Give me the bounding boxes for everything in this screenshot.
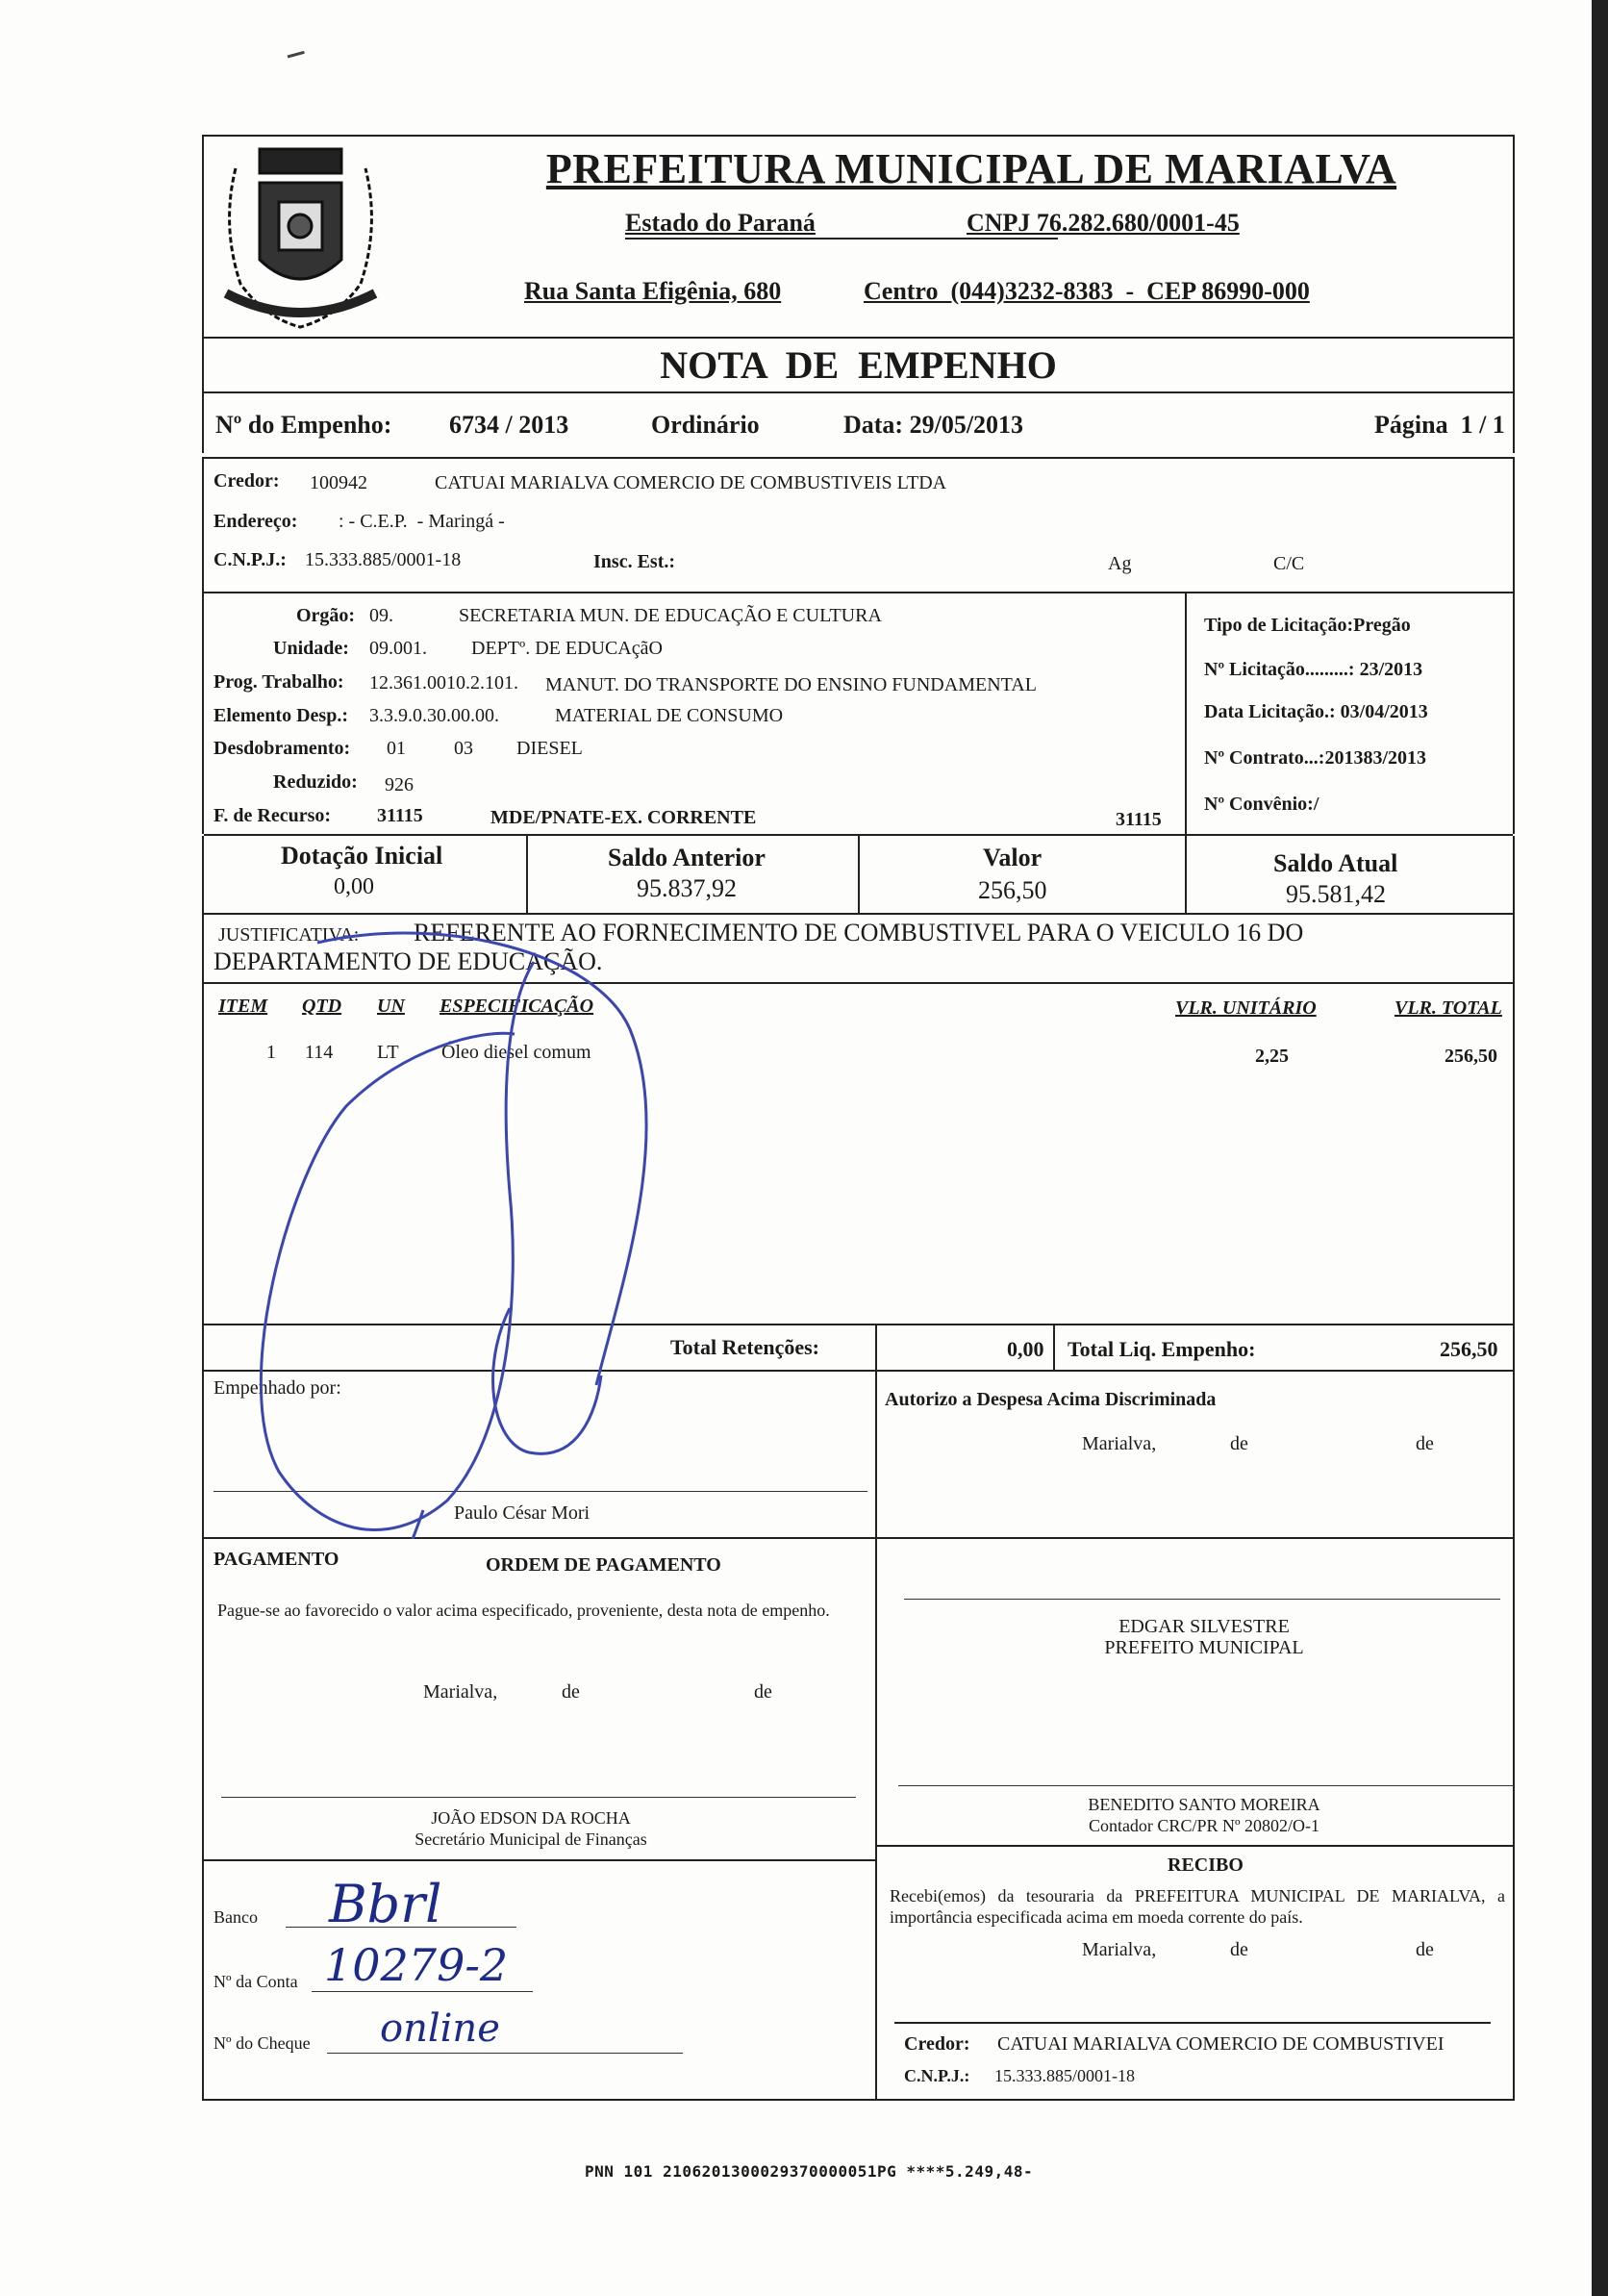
elemento-label: Elemento Desp.: <box>214 705 348 726</box>
footer-cnpj: 15.333.885/0001-18 <box>994 2066 1135 2085</box>
cheque-handwritten: online <box>380 2006 500 2051</box>
col-item-header: ITEM <box>218 996 268 1017</box>
empenho-number: 6734 / 2013 <box>449 411 569 439</box>
retencoes-label: Total Retenções: <box>670 1335 819 1359</box>
elemento-desc: MATERIAL DE CONSUMO <box>555 705 784 726</box>
col-un-header: UN <box>377 996 405 1017</box>
liquido-value: 256,50 <box>1440 1337 1498 1361</box>
elemento-code: 3.3.9.0.30.00.00. <box>369 705 499 726</box>
licitacao-numero: Nº Licitação.........: 23/2013 <box>1204 659 1423 680</box>
cheque-line <box>327 2053 683 2054</box>
row-unit-price: 2,25 <box>1255 1046 1289 1067</box>
desdobramento-desc: DIESEL <box>516 738 583 759</box>
contador-role: Contador CRC/PR Nº 20802/O-1 <box>1088 1816 1320 1835</box>
prefeito-signature-line <box>904 1599 1500 1600</box>
credor-footer-top-line <box>894 2022 1491 2024</box>
pagamento-row <box>202 1537 1515 1989</box>
bank-credor-divider <box>875 1989 877 2099</box>
pagamento-text: Pague-se ao favorecido o valor acima especificado, proveniente, desta nota de empenho. <box>217 1601 830 1620</box>
secretario-role: Secretário Municipal de Finanças <box>415 1829 647 1849</box>
prefeito-name: EDGAR SILVESTRE <box>1118 1616 1290 1637</box>
retencoes-value: 0,00 <box>1007 1337 1044 1361</box>
city-cnpj: CNPJ 76.282.680/0001-45 <box>967 209 1240 237</box>
handwritten-signature <box>192 135 1515 1539</box>
prefeito-role: PREFEITO MUNICIPAL <box>1104 1637 1304 1658</box>
recurso-desc: MDE/PNATE-EX. CORRENTE <box>490 807 757 828</box>
ag-label: Ag <box>1108 553 1132 574</box>
saldo-anterior-label: Saldo Anterior <box>608 844 766 871</box>
reduzido-value: 926 <box>385 774 414 795</box>
insc-est-label: Insc. Est.: <box>593 551 676 572</box>
pagamento-label: PAGAMENTO <box>214 1549 339 1570</box>
orgao-label: Orgão: <box>296 605 356 626</box>
autorizo-place: Marialva, <box>1082 1433 1157 1454</box>
credor-cnpj-label: C.N.P.J.: <box>214 549 287 570</box>
doc-title: NOTA DE EMPENHO <box>660 343 1057 387</box>
orgao-desc: SECRETARIA MUN. DE EDUCAÇÃO E CULTURA <box>459 605 882 626</box>
unidade-label: Unidade: <box>273 638 349 659</box>
scan-edge <box>1592 0 1608 2296</box>
footer-credor-name: CATUAI MARIALVA COMERCIO DE COMBUSTIVEI <box>997 2033 1445 2055</box>
credor-label: Credor: <box>214 470 280 492</box>
justificativa-line2: DEPARTAMENTO DE EDUCAÇÃO. <box>214 947 603 975</box>
unidade-desc: DEPTº. DE EDUCAçãO <box>471 638 663 659</box>
prog-code: 12.361.0010.2.101. <box>369 672 518 694</box>
valor-value: 256,50 <box>978 876 1047 904</box>
orgao-code: 09. <box>369 605 393 626</box>
recibo-text: Recebi(emos) da tesouraria da PREFEITURA MUNICIPAL DE MARIALVA, a importância especificada acima em moeda corrente do país. <box>890 1886 1505 1927</box>
autorizo-de1: de <box>1230 1433 1248 1454</box>
pagamento-divider <box>875 1537 877 1989</box>
justificativa-label: JUSTIFICATIVA: <box>218 924 360 946</box>
empenho-type: Ordinário <box>651 411 760 439</box>
liquido-label: Total Liq. Empenho: <box>1068 1337 1256 1361</box>
prog-desc: MANUT. DO TRANSPORTE DO ENSINO FUNDAMENTAL <box>545 674 1037 695</box>
col-spec-header: ESPECIFICAÇÃO <box>440 996 594 1017</box>
page-number: Página 1 / 1 <box>1374 411 1505 439</box>
secretario-name: JOÃO EDSON DA ROCHA <box>431 1808 631 1828</box>
pagamento-place: Marialva, <box>423 1681 498 1703</box>
pagamento-de2: de <box>754 1681 772 1703</box>
scan-mark <box>288 51 308 67</box>
col-qtd-header: QTD <box>302 996 342 1017</box>
recibo-title: RECIBO <box>1168 1854 1244 1876</box>
row-total: 256,50 <box>1445 1046 1497 1067</box>
saldo-atual-value: 95.581,42 <box>1286 880 1386 908</box>
licitacao-tipo: Tipo de Licitação:Pregão <box>1204 615 1411 636</box>
banco-label: Banco <box>214 1907 258 1927</box>
col-total-header: VLR. TOTAL <box>1394 997 1502 1019</box>
dotacao-label: Dotação Inicial <box>281 842 443 870</box>
row-item: 1 <box>266 1042 276 1063</box>
conta-line <box>312 1991 533 1992</box>
unidade-code: 09.001. <box>369 638 427 659</box>
footer-cnpj-label: C.N.P.J.: <box>904 2066 970 2085</box>
cheque-label: Nº do Cheque <box>214 2033 311 2053</box>
col-unit-price-header: VLR. UNITÁRIO <box>1175 997 1317 1019</box>
prog-label: Prog. Trabalho: <box>214 671 344 693</box>
contador-signature-line <box>898 1785 1514 1786</box>
desdobramento-2: 03 <box>454 738 473 759</box>
reduzido-label: Reduzido: <box>273 771 358 793</box>
recibo-de1: de <box>1230 1939 1248 1960</box>
recurso-label: F. de Recurso: <box>214 805 332 826</box>
saldo-anterior-value: 95.837,92 <box>637 874 737 902</box>
credor-name: CATUAI MARIALVA COMERCIO DE COMBUSTIVEIS LTDA <box>435 472 947 493</box>
credor-address-label: Endereço: <box>214 511 298 532</box>
recibo-de2: de <box>1416 1939 1434 1960</box>
contrato-numero: Nº Contrato...:201383/2013 <box>1204 747 1427 769</box>
valor-label: Valor <box>983 844 1043 871</box>
empenhado-label: Empenhado por: <box>214 1377 341 1399</box>
empenhado-name: Paulo César Mori <box>454 1502 590 1524</box>
desdobramento-label: Desdobramento: <box>214 738 351 759</box>
contador-name: BENEDITO SANTO MOREIRA <box>1088 1795 1320 1814</box>
autorizo-de2: de <box>1416 1433 1434 1454</box>
convenio-numero: Nº Convênio:/ <box>1204 794 1319 815</box>
row-un: LT <box>377 1042 399 1063</box>
ordem-pagamento-label: ORDEM DE PAGAMENTO <box>486 1554 721 1576</box>
city-hall-title: PREFEITURA MUNICIPAL DE MARIALVA <box>545 145 1397 192</box>
nota-de-empenho-form <box>192 135 1515 2145</box>
credor-code: 100942 <box>310 472 367 493</box>
district-phone-cep: Centro (044)3232-8383 - CEP 86990-000 <box>864 277 1310 305</box>
credor-cnpj: 15.333.885/0001-18 <box>305 549 462 570</box>
row-spec: Óleo diesel comum <box>441 1042 591 1063</box>
pagamento-de1: de <box>562 1681 580 1703</box>
footer-machine-code: PNN 101 2106201300029370000051PG ****5.249,48- <box>585 2162 1034 2181</box>
desdobramento-1: 01 <box>387 738 406 759</box>
bank-top-line <box>204 1859 875 1861</box>
banco-handwritten: Bbrl <box>329 1874 442 1934</box>
dotacao-value: 0,00 <box>334 874 374 899</box>
justificativa-line1: REFERENTE AO FORNECIMENTO DE COMBUSTIVEL PARA O VEICULO 16 DO <box>414 919 1304 946</box>
conta-handwritten: 10279-2 <box>324 1939 509 1991</box>
bank-and-credor-row <box>202 1939 1515 2101</box>
licitacao-data: Data Licitação.: 03/04/2013 <box>1204 701 1428 722</box>
conta-label: Nº da Conta <box>214 1972 298 1991</box>
recurso-value: 31115 <box>377 805 423 826</box>
saldo-atual-label: Saldo Atual <box>1273 849 1398 877</box>
credor-address: : - C.E.P. - Maringá - <box>339 511 505 532</box>
street-address: Rua Santa Efigênia, 680 <box>524 277 782 305</box>
recibo-place: Marialva, <box>1082 1939 1157 1960</box>
autorizo-label: Autorizo a Despesa Acima Discriminada <box>885 1389 1217 1410</box>
cc-label: C/C <box>1273 553 1305 574</box>
recurso-code: 31115 <box>1116 809 1162 830</box>
secretario-signature-line <box>221 1797 856 1798</box>
footer-credor-label: Credor: <box>904 2033 970 2055</box>
empenho-date: Data: 29/05/2013 <box>843 411 1024 439</box>
recibo-top-line <box>877 1845 1513 1847</box>
state-name: Estado do Paraná <box>625 209 816 237</box>
row-qtd: 114 <box>305 1042 334 1063</box>
empenho-number-label: Nº do Empenho: <box>215 411 392 439</box>
